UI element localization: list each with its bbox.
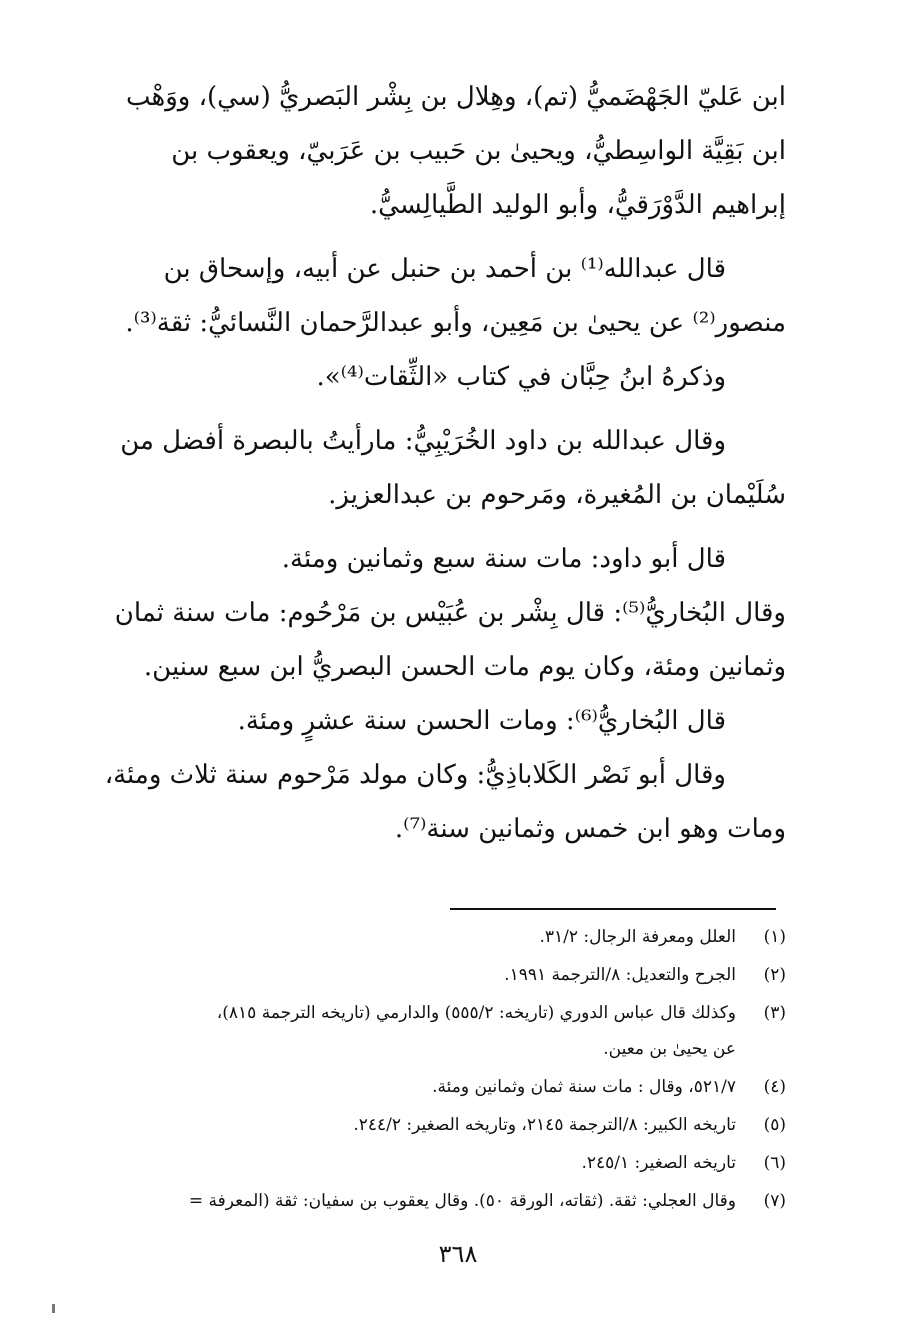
footnote-number: (٦) <box>763 1153 786 1173</box>
footnote <box>60 1076 786 1098</box>
text-line: وقال عبدالله بن داود الخُرَيْبِيُّ: مارأيتُ بالبصرة أفضل من <box>120 426 726 456</box>
text-line: قال البُخاريُّ⁽⁶⁾: ومات الحسن سنة عشرٍ ومئة. <box>237 706 726 736</box>
footnote-number: (٤) <box>763 1077 786 1097</box>
text-line: وذكرهُ ابنُ حِبَّان في كتاب «الثِّقات⁽⁴⁾». <box>316 362 726 392</box>
footnote-number: (٣) <box>763 1003 786 1023</box>
footnote-text: وقال العجلي: ثقة. (ثقاته، الورقة ٥٠). وقال يعقوب بن سفيان: ثقة (المعرفة = <box>188 1191 736 1211</box>
text-line: سُلَيْمان بن المُغيرة، ومَرحوم بن عبدالعزيز. <box>328 480 786 510</box>
footnote-text: الجرح والتعديل: ٨/الترجمة ١٩٩١. <box>504 965 736 985</box>
footnote-text-continued: عن يحيىٰ بن معين. <box>603 1039 736 1059</box>
text-line: ابن عَليّ الجَهْضَميُّ (تم)، وهِلال بن بِشْر البَصريُّ (سي)، ووَهْب <box>125 82 786 112</box>
footnote-number: (٧) <box>763 1191 786 1211</box>
text-line: إبراهيم الدَّوْرَقيُّ، وأبو الوليد الطَّيالِسيُّ. <box>369 190 786 220</box>
footnote <box>60 964 786 986</box>
text-line: منصور⁽²⁾ عن يحيىٰ بن مَعِين، وأبو عبدالرَّحمان النَّسائيُّ: ثقة⁽³⁾. <box>125 308 786 338</box>
footnote-text: ٥٢١/٧، وقال : مات سنة ثمان وثمانين ومئة. <box>432 1077 736 1097</box>
text-line: وثمانين ومئة، وكان يوم مات الحسن البصريُّ ابن سبع سنين. <box>143 652 786 682</box>
text-line: ابن بَقِيَّة الواسِطيُّ، ويحيىٰ بن حَبيب بن عَرَبيّ، ويعقوب بن <box>171 136 786 166</box>
footnote-number: (٥) <box>763 1115 786 1135</box>
footnote-text: تاريخه الصغير: ٢٤٥/١. <box>581 1153 736 1173</box>
text-line: ومات وهو ابن خمس وثمانين سنة⁽⁷⁾. <box>394 814 786 844</box>
text-line: قال أبو داود: مات سنة سبع وثمانين ومئة. <box>281 544 726 574</box>
footnote <box>60 926 786 948</box>
text-line: قال عبدالله⁽¹⁾ بن أحمد بن حنبل عن أبيه، وإسحاق بن <box>163 254 726 284</box>
scan-speck <box>52 1304 55 1313</box>
footnote-text: تاريخه الكبير: ٨/الترجمة ٢١٤٥، وتاريخه الصغير: ٢٤٤/٢. <box>353 1115 736 1135</box>
main-text <box>66 70 786 856</box>
footnotes <box>60 926 786 1228</box>
text-line: وقال أبو نَصْر الكَلاباذِيُّ: وكان مولد مَرْحوم سنة ثلاث ومئة، <box>104 760 726 790</box>
footnote-number: (١) <box>763 927 786 947</box>
footnote-text: العلل ومعرفة الرجال: ٣١/٢. <box>539 927 736 947</box>
page-number: ٣٦٨ <box>438 1240 478 1268</box>
footnote <box>60 1114 786 1136</box>
text-line: وقال البُخاريُّ⁽⁵⁾: قال بِشْر بن عُبَيْس بن مَرْحُوم: مات سنة ثمان <box>114 598 786 628</box>
footnote-number: (٢) <box>763 965 786 985</box>
footnote-separator <box>450 908 776 910</box>
footnote-text: وكذلك قال عباس الدوري (تاريخه: ٥٥٥/٢) والدارمي (تاريخه الترجمة ٨١٥)، <box>216 1003 736 1023</box>
footnote <box>60 1002 786 1060</box>
footnote <box>60 1190 786 1212</box>
footnote <box>60 1152 786 1174</box>
